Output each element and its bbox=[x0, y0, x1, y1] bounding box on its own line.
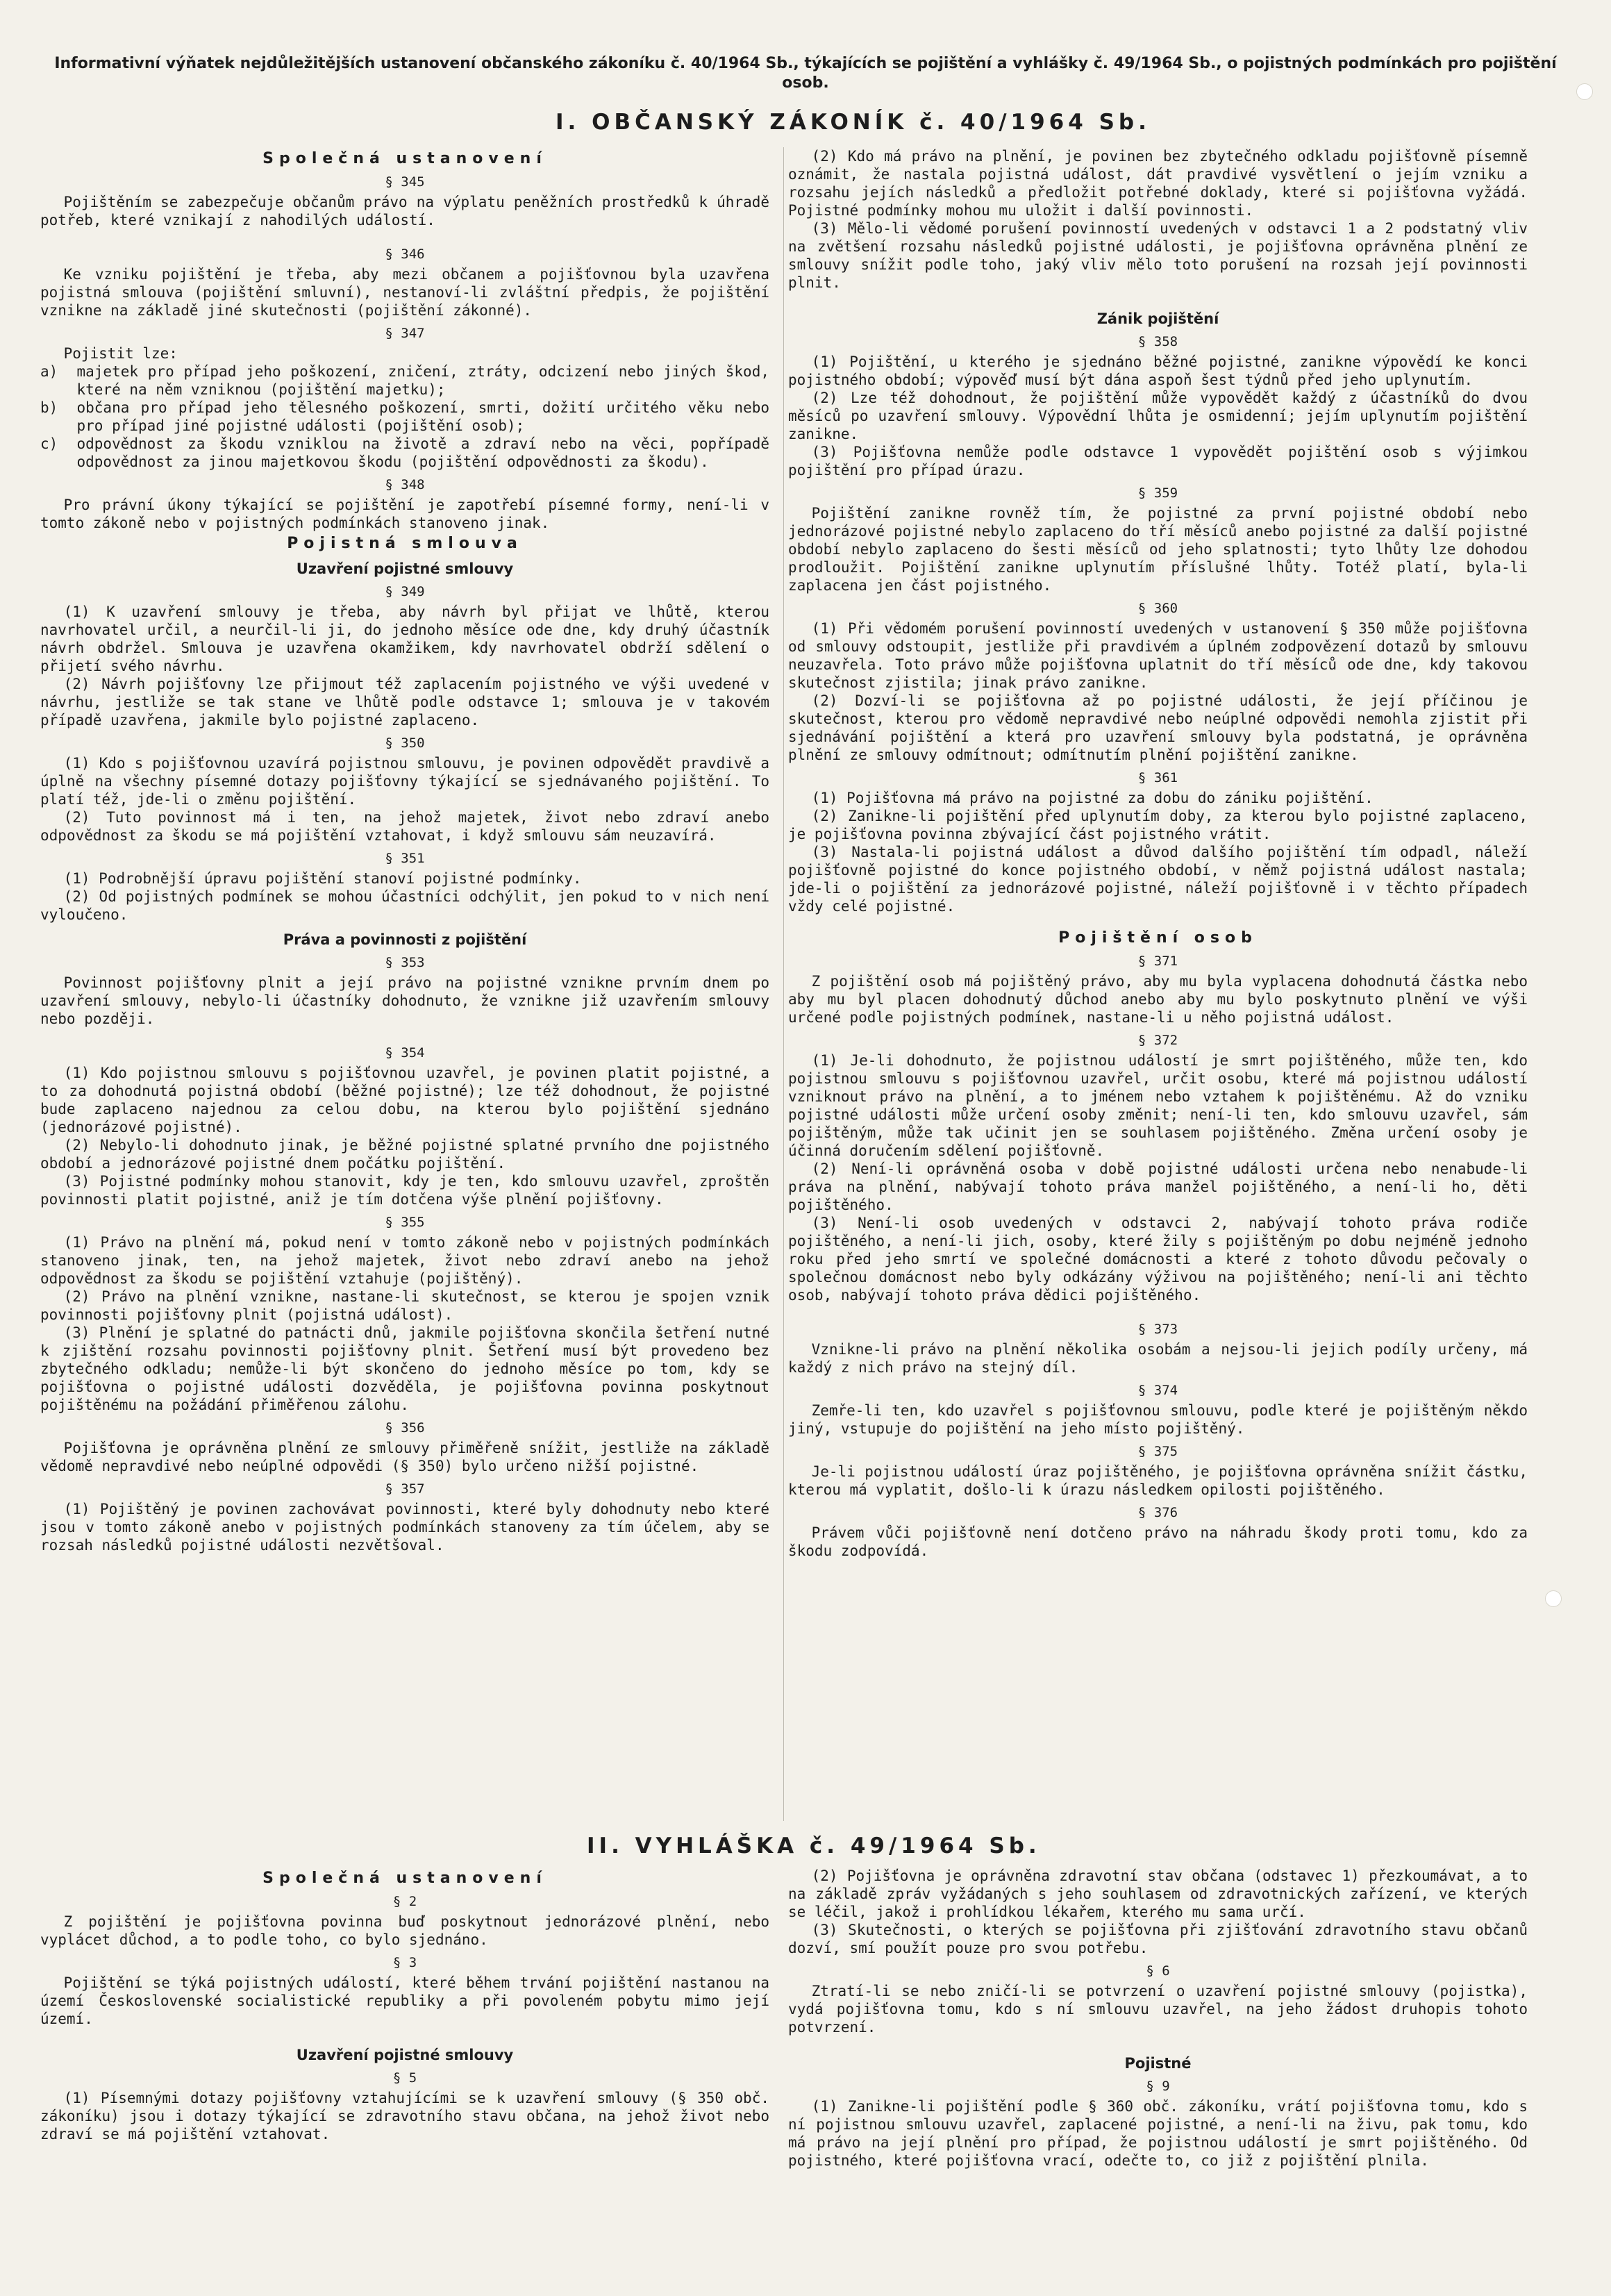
paragraph: (1) Kdo s pojišťovnou uzavírá pojistnou smlouvu, je povinen odpovědět pravdivě a úplně na všechny písemné dotazy pojišťovny týkající se sjednávaného pojištění. To platí též, jde-li o změnu pojištění. bbox=[40, 755, 769, 808]
spacer bbox=[788, 1304, 1528, 1315]
paragraph: Vznikne-li právo na plnění několika osobám a nejsou-li jejich podíly určeny, má každý z nich právo na stejný díl. bbox=[788, 1341, 1528, 1376]
chapter-heading: Společná ustanovení bbox=[262, 1870, 547, 1887]
paragraph: (2) Dozví-li se pojišťovna až po pojistné události, že její příčinou je skutečnost, kterou pro vědomě nepravdivé nebo neúplné odpovědi nemohla zjistit při sjednávání pojištění a která pro uzavření smlouvy byla podstatná, je oprávněna plnění ze smlouvy odmítnout; odmítnutím plnění pojištění zanikne. bbox=[788, 692, 1528, 763]
paragraph: Pojištěním se zabezpečuje občanům právo na výplatu peněžních prostředků k úhradě potřeb, které vznikají z nahodilých událostí. bbox=[40, 194, 769, 228]
paragraph: (1) Podrobnější úpravu pojištění stanoví pojistné podmínky. bbox=[63, 870, 582, 887]
paragraph: (3) Skutečnosti, o kterých se pojišťovna při zjišťování zdravotního stavu občanů dozví, smí použít pouze pro svou potřebu. bbox=[788, 1922, 1528, 1956]
section-number: § 9 bbox=[1146, 2079, 1170, 2094]
paragraph: (3) Pojišťovna nemůže podle odstavce 1 vypovědět pojištění osob s výjimkou pojištění pro případ úrazu. bbox=[788, 444, 1528, 479]
section-number: § 5 bbox=[392, 2070, 417, 2086]
paragraph: (2) Návrh pojišťovny lze přijmout též zaplacením pojistného ve výši uvedené v návrhu, jestliže se tak stane ve lhůtě podle odstavce 1; smlouva je v takovém případě uzavřena, jakmile bylo pojistné zaplaceno. bbox=[40, 676, 769, 729]
paragraph: (3) Není-li osob uvedených v odstavci 2, nabývají tohoto práva rodiče pojištěného, a není-li jich, osoby, které žily s pojištěným po dobu nejméně jednoho roku před jeho smrtí ve společné domácnosti a které z tohoto důvodu pečovaly o společnou domácnost nebo byly odkázány výživou na pojištěného; není-li ani těchto osob, nabývají tohoto práva dědici pojištěného. bbox=[788, 1215, 1528, 1304]
part1-title: I. OBČANSKÝ ZÁKONÍK č. 40/1964 Sb. bbox=[556, 110, 1151, 135]
section-number: § 348 bbox=[385, 477, 425, 492]
section-number: § 350 bbox=[385, 735, 425, 751]
paragraph: (1) Pojištění, u kterého je sjednáno běžné pojistné, zanikne výpovědí ke konci pojistného období; výpověď musí být dána aspoň šest týdnů před jeho uplynutím. bbox=[788, 353, 1528, 388]
paragraph: (2) Lze též dohodnout, že pojištění může vypovědět každý z účastníků do dvou měsíců po uzavření smlouvy. Výpovědní lhůta je osmidenní; jejím uplynutím pojištění zanikne. bbox=[788, 390, 1528, 442]
paragraph: (2) Zanikne-li pojištění před uplynutím doby, za kterou bylo pojistné zaplaceno, je pojišťovna povinna zbývající část pojistného vrátit. bbox=[788, 808, 1528, 842]
paragraph: (1) Pojišťovna má právo na pojistné za dobu do zániku pojištění. bbox=[811, 790, 1374, 806]
section-number: § 371 bbox=[1137, 954, 1178, 969]
paragraph: (1) Kdo pojistnou smlouvu s pojišťovnou uzavřel, je povinen platit pojistné, a to za dohodnutá pojistná období (běžné pojistné); lze též dohodnout, že pojistné bude zaplaceno najednou za celou dobu, na kterou bylo pojištění sjednáno (jednorázové pojistné). bbox=[40, 1065, 769, 1135]
paragraph: Pojišťovna je oprávněna plnění ze smlouvy přiměřeně snížit, jestliže na základě vědomě nepravdivé nebo neúplné odpovědi (§ 350) bylo určeno nižší pojistné. bbox=[40, 1440, 769, 1474]
section-number: § 373 bbox=[1137, 1322, 1178, 1337]
spacer bbox=[40, 1028, 769, 1039]
subchapter-heading: Uzavření pojistné smlouvy bbox=[296, 2047, 514, 2063]
list-item-marker: b) bbox=[40, 399, 58, 416]
list-item-marker: c) bbox=[40, 435, 58, 452]
section-number: § 349 bbox=[385, 584, 425, 599]
subchapter-heading: Pojistné bbox=[1124, 2055, 1192, 2072]
chapter-heading: Společná ustanovení bbox=[262, 150, 547, 167]
part2-right-column bbox=[788, 1867, 1528, 2170]
list-item-marker: a) bbox=[40, 363, 58, 380]
paragraph: (1) Zanikne-li pojištění podle § 360 obč. zákoníku, vrátí pojišťovna tomu, kdo s ní pojistnou smlouvu uzavřel, zaplacené pojistné, a není-li na živu, pak tomu, kdo má právo na její plnění pro případ, že pojistnou událostí je smrt pojištěného. Od pojistného, které pojišťovna vrací, odečte to, co již z pojištění plnila. bbox=[788, 2098, 1528, 2169]
paragraph: Z pojištění osob má pojištěný právo, aby mu byla vyplacena dohodnutá částka nebo aby mu byl placen dohodnutý důchod anebo aby mu bylo poskytnuto plnění ve výši určené podle pojistných podmínek, nastane-li u něho pojistná událost. bbox=[788, 973, 1528, 1026]
subchapter-heading: Zánik pojištění bbox=[1096, 310, 1219, 327]
paragraph: (2) Kdo má právo na plnění, je povinen bez zbytečného odkladu pojišťovně písemně oznámit, že nastala pojistná událost, dát pravdivé vysvětlení o jejím vzniku a rozsahu jejích následků a předložit potřebné doklady, které si pojišťovna vyžádá. Pojistné podmínky mohou mu uložit i další povinnosti. bbox=[788, 148, 1528, 219]
paragraph: (1) Právo na plnění má, pokud není v tomto zákoně nebo v pojistných podmínkách stanoveno jinak, ten, na jehož majetek, život nebo zdraví anebo na jehož odpovědnost za škodu se pojištění vztahuje (pojištěný). bbox=[40, 1234, 769, 1287]
chapter-heading: Pojištění osob bbox=[1058, 929, 1258, 947]
section-number: § 374 bbox=[1137, 1383, 1178, 1398]
paragraph: Pojištění se týká pojistných událostí, které během trvání pojištění nastanou na území Československé socialistické republiky a při povoleném pobytu mimo její území. bbox=[40, 1974, 769, 2027]
paragraph: Právem vůči pojišťovně není dotčeno právo na náhradu škody proti tomu, kdo za škodu zodpovídá. bbox=[788, 1524, 1528, 1559]
section-number: § 346 bbox=[385, 247, 425, 262]
paragraph: (2) Pojišťovna je oprávněna zdravotní stav občana (odstavec 1) přezkoumávat, a to na základě zpráv vyžádaných s jeho souhlasem od zdravotnických zařízení, ve kterých se léčil, jakož i prohlídkou lékařem, kterého mu sama určí. bbox=[788, 1867, 1528, 1920]
list-item bbox=[40, 363, 769, 399]
section-number: § 345 bbox=[385, 174, 425, 190]
list-item bbox=[40, 435, 769, 471]
paragraph: Ke vzniku pojištění je třeba, aby mezi občanem a pojišťovnou byla uzavřena pojistná smlouva (pojištění smluvní), nestanoví-li zvláštní předpis, že pojištění vznikne na základě jiné skutečnosti (pojištění zákonné). bbox=[40, 266, 769, 319]
paragraph: (1) K uzavření smlouvy je třeba, aby návrh byl přijat ve lhůtě, kterou navrhovatel určil, a neurčil-li ji, do jednoho měsíce ode dne, kdy druhý účastník návrh obdržel. Smlouva je uzavřena okamžikem, kdy navrhovatel obdrží sdělení o přijetí svého návrhu. bbox=[40, 604, 769, 674]
section-number: § 3 bbox=[392, 1955, 417, 1970]
paragraph: (2) Tuto povinnost má i ten, na jehož majetek, život nebo zdraví anebo odpovědnost za škodu se má pojištění vztahovat, i když smlouvu sám neuzavírá. bbox=[40, 809, 769, 844]
subchapter-heading: Uzavření pojistné smlouvy bbox=[296, 560, 514, 577]
section-number: § 358 bbox=[1137, 334, 1178, 349]
paragraph: Povinnost pojišťovny plnit a její právo na pojistné vznikne prvním dnem po uzavření smlouvy, nebylo-li účastníky dohodnuto, že vznikne již uzavřením smlouvy nebo později. bbox=[40, 974, 769, 1027]
paragraph: (2) Od pojistných podmínek se mohou účastníci odchýlit, jen pokud to v nich není vyloučeno. bbox=[40, 888, 769, 923]
spacer bbox=[40, 2028, 769, 2039]
part1-left-column bbox=[40, 147, 769, 1554]
list-item-text: občana pro případ jeho tělesného poškození, smrti, dožití určitého věku nebo pro případ jiné pojistné události (pojištění osob); bbox=[76, 399, 769, 434]
spacer bbox=[788, 2036, 1528, 2047]
section-number: § 361 bbox=[1137, 770, 1178, 785]
paragraph: (1) Písemnými dotazy pojišťovny vztahujícími se k uzavření smlouvy (§ 350 obč. zákoníku) jsou i dotazy týkající se zdravotního stavu občana, na jehož život nebo zdraví se má pojištění vztahovat. bbox=[40, 2090, 769, 2143]
paragraph: (3) Plnění je splatné do patnácti dnů, jakmile pojišťovna skončila šetření nutné k zjištění rozsahu povinnosti pojišťovny plnit. Šetření musí být provedeno bez zbytečného odkladu; nemůže-li být skončeno do jednoho měsíce po tom, kdy se pojišťovna o pojistné události dozvěděla, je pojišťovna povinna poskytnout pojištěnému na požádání přiměřenou zálohu. bbox=[40, 1324, 769, 1413]
section-number: § 357 bbox=[385, 1481, 425, 1497]
paragraph: Ztratí-li se nebo zničí-li se potvrzení o uzavření pojistné smlouvy (pojistka), vydá pojišťovna tomu, kdo s ní smlouvu uzavřel, na jeho žádost druhopis tohoto potvrzení. bbox=[788, 1983, 1528, 2036]
punch-hole-bottom bbox=[1545, 1590, 1562, 1607]
column-divider bbox=[783, 147, 784, 1821]
paragraph: Z pojištění je pojišťovna povinna buď poskytnout jednorázové plnění, nebo vyplácet důchod, a to podle toho, co bylo sjednáno. bbox=[40, 1913, 769, 1948]
section-number: § 6 bbox=[1146, 1963, 1170, 1979]
list-item-text: majetek pro případ jeho poškození, zničení, ztráty, odcizení nebo jiných škod, které na něm vzniknou (pojištění majetku); bbox=[76, 363, 769, 398]
section-number: § 351 bbox=[385, 851, 425, 866]
part1-right-column bbox=[788, 147, 1528, 1560]
section-number: § 376 bbox=[1137, 1505, 1178, 1520]
paragraph: Pro právní úkony týkající se pojištění je zapotřebí písemné formy, není-li v tomto zákoně nebo v pojistných podmínkách stanoveno jinak. bbox=[40, 497, 769, 531]
paragraph: (3) Mělo-li vědomé porušení povinností uvedených v odstavci 1 a 2 podstatný vliv na zvětšení rozsahu následků pojistné události, je pojišťovna oprávněna plnění ze smlouvy snížit podle toho, jaký vliv mělo toto porušení na rozsah její povinnosti plnit. bbox=[788, 220, 1528, 291]
spacer bbox=[788, 292, 1528, 303]
part2-left-column bbox=[40, 1867, 769, 2143]
section-number: § 354 bbox=[385, 1045, 425, 1060]
paragraph: Zemře-li ten, kdo uzavřel s pojišťovnou smlouvu, podle které je pojištěným někdo jiný, vstupuje do pojištění na jeho místo pojištěný. bbox=[788, 1402, 1528, 1437]
section-number: § 359 bbox=[1137, 485, 1178, 501]
paragraph: Pojistit lze: bbox=[63, 345, 178, 362]
chapter-heading: Pojistná smlouva bbox=[287, 535, 523, 552]
list-item bbox=[40, 399, 769, 435]
spacer bbox=[40, 229, 769, 240]
paragraph: (1) Je-li dohodnuto, že pojistnou událostí je smrt pojištěného, může ten, kdo pojistnou smlouvu s pojišťovnou uzavřel, určit osobu, které má pojistnou událostí vzniknout právo na plnění, a to jménem nebo vztahem k pojištěnému. Až do vzniku pojistné události může určení osoby změnit; není-li ten, kdo smlouvu uzavřel, sám pojištěným, může tak učinit jen se souhlasem pojištěného. Změna určení osoby je účinná doručením sdělení pojišťovně. bbox=[788, 1052, 1528, 1159]
list-item-text: odpovědnost za škodu vzniklou na životě a zdraví nebo na věci, popřípadě odpovědnost za jinou majetkovou škodu (pojištění odpovědnosti za škodu). bbox=[76, 435, 769, 470]
section-number: § 347 bbox=[385, 326, 425, 341]
paragraph: Je-li pojistnou událostí úraz pojištěného, je pojišťovna oprávněna snížit částku, kterou má vyplatit, došlo-li k úrazu následkem opilosti pojištěného. bbox=[788, 1463, 1528, 1498]
part2-title: II. VYHLÁŠKA č. 49/1964 Sb. bbox=[587, 1833, 1041, 1858]
paragraph: (1) Pojištěný je povinen zachovávat povinnosti, které byly dohodnuty nebo které jsou v tomto zákoně anebo v pojistných podmínkách stanoveny za tím účelem, aby se rozsah následků pojistné události nezvětšoval. bbox=[40, 1501, 769, 1554]
section-number: § 360 bbox=[1137, 601, 1178, 616]
section-number: § 372 bbox=[1137, 1033, 1178, 1048]
section-number: § 375 bbox=[1137, 1444, 1178, 1459]
intro-heading: Informativní výňatek nejdůležitějších ustanovení občanského zákoníku č. 40/1964 Sb., týkajících se pojištění a vyhlášky č. 49/1964 Sb., o pojistných podmínkách pro pojištění osob. bbox=[54, 55, 1557, 92]
paragraph: (2) Nebylo-li dohodnuto jinak, je běžné pojistné splatné prvního dne pojistného období a jednorázové pojistné dnem počátku pojištění. bbox=[40, 1137, 769, 1172]
paragraph: (2) Není-li oprávněná osoba v době pojistné události určena nebo nenabude-li práva na plnění, nabývají tohoto práva manžel pojištěného, a není-li ho, děti pojištěného. bbox=[788, 1161, 1528, 1213]
paragraph: Pojištění zanikne rovněž tím, že pojistné za první pojistné období nebo jednorázové pojistné nebylo zaplaceno do tří měsíců anebo pojistné za další pojistné období nebylo zaplaceno do šesti měsíců od jeho splatnosti; tyto lhůty lze dohodou prodloužit. Pojištění zanikne uplynutím příslušné lhůty. Totéž platí, byla-li zaplacena jen část pojistného. bbox=[788, 505, 1528, 594]
paragraph: (2) Právo na plnění vznikne, nastane-li skutečnost, se kterou je spojen vznik povinnosti pojišťovny plnit (pojistná událost). bbox=[40, 1288, 769, 1323]
section-number: § 356 bbox=[385, 1420, 425, 1436]
spacer bbox=[788, 915, 1528, 926]
section-number: § 2 bbox=[392, 1894, 417, 1909]
subchapter-heading: Práva a povinnosti z pojištění bbox=[283, 931, 527, 948]
section-number: § 353 bbox=[385, 955, 425, 970]
paragraph: (3) Pojistné podmínky mohou stanovit, kdy je ten, kdo smlouvu uzavřel, zproštěn povinnosti platit pojistné, aniž je tím dotčena výše plnění pojišťovny. bbox=[40, 1173, 769, 1208]
punch-hole-top bbox=[1576, 83, 1593, 100]
paragraph: (3) Nastala-li pojistná událost a důvod dalšího pojištění tím odpadl, náleží pojišťovně pojistné do konce pojistného období, v němž pojistná událost nastala; jde-li o pojištění za jednorázové pojistné, náleží pojišťovně i v těchto případech vždy celé pojistné. bbox=[788, 844, 1528, 915]
section-number: § 355 bbox=[385, 1215, 425, 1230]
paragraph: (1) Při vědomém porušení povinností uvedených v ustanovení § 350 může pojišťovna od smlouvy odstoupit, jestliže při pravdivém a úplném zodpovězení dotazů by smlouvu neuzavřela. Toto právo může pojišťovna uplatnit do tří měsíců ode dne, kdy takovou skutečnost zjistila; jinak právo zanikne. bbox=[788, 620, 1528, 691]
